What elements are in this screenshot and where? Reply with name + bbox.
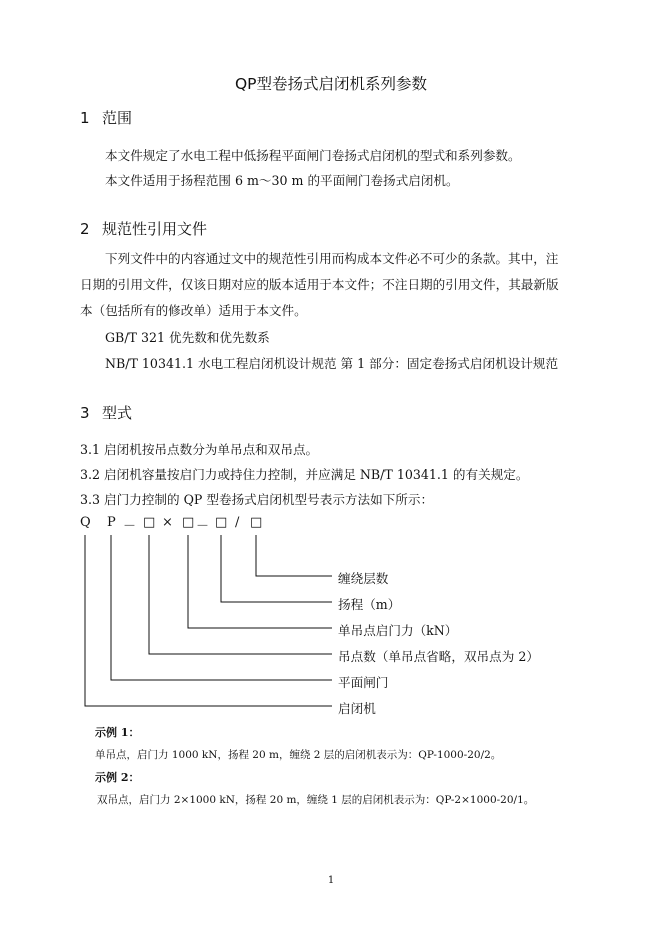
code-token-p: P xyxy=(107,515,116,530)
section-number: 3 xyxy=(80,404,90,422)
code-label-gate: 平面闸门 xyxy=(338,675,389,690)
code-token-dash: － xyxy=(123,519,137,534)
paragraph: 本文件规定了水电工程中低扬程平面闸门卷扬式启闭机的型式和系列参数。 xyxy=(105,148,521,163)
clause: 3.2 启闭机容量按启门力或持住力控制，并应满足 NB/T 10341.1 的有关规定。 xyxy=(80,467,529,482)
code-token-box-lifting-points: □ xyxy=(143,515,156,530)
code-label-lifting-points: 吊点数（单吊点省略，双吊点为 2） xyxy=(338,649,539,664)
code-label-force: 单吊点启门力（kN） xyxy=(338,623,458,638)
section-title: 范围 xyxy=(102,109,133,127)
connector-lifting-points xyxy=(149,535,332,654)
paragraph-line: 本（包括所有的修改单）适用于本文件。 xyxy=(80,303,307,318)
paragraph-line: 下列文件中的内容通过文中的规范性引用而构成本文件必不可少的条款。其中，注 xyxy=(105,251,559,266)
section-number: 2 xyxy=(80,220,90,238)
clause: 3.1 启闭机按吊点数分为单吊点和双吊点。 xyxy=(80,442,319,457)
code-token-slash: / xyxy=(235,515,240,530)
code-label-lift: 扬程（m） xyxy=(338,597,401,612)
section-title: 型式 xyxy=(102,404,133,422)
code-token-q: Q xyxy=(80,515,91,530)
code-token-times: × xyxy=(162,515,173,530)
page-number: 1 xyxy=(327,875,335,886)
section-number: 1 xyxy=(80,109,90,127)
example-2-text: 双吊点，启门力 2×1000 kN，扬程 20 m，缠绕 1 层的启闭机表示为：QP-2×1000-20/1。 xyxy=(97,794,535,806)
document-title: QP型卷扬式启闭机系列参数 xyxy=(234,75,428,93)
code-label-hoist: 启闭机 xyxy=(338,701,376,716)
example-1-text: 单吊点，启门力 1000 kN，扬程 20 m，缠绕 2 层的启闭机表示为：QP-1000-20/2。 xyxy=(95,749,502,761)
paragraph: 本文件适用于扬程范围 6 m～30 m 的平面闸门卷扬式启闭机。 xyxy=(105,173,459,188)
connector-layers xyxy=(256,535,332,576)
code-token-box-lift: □ xyxy=(215,515,228,530)
connector-lift xyxy=(221,535,332,602)
paragraph-line: 日期的引用文件，仅该日期对应的版本适用于本文件；不注日期的引用文件，其最新版 xyxy=(80,277,559,292)
code-token-box-layers: □ xyxy=(250,515,263,530)
example-1-heading: 示例 1： xyxy=(95,726,140,739)
code-token-dash: － xyxy=(196,519,210,534)
section-title: 规范性引用文件 xyxy=(102,220,208,238)
code-label-layers: 缠绕层数 xyxy=(338,571,389,586)
code-token-box-force: □ xyxy=(182,515,195,530)
reference-item: NB/T 10341.1 水电工程启闭机设计规范 第 1 部分：固定卷扬式启闭机设计规范 xyxy=(105,356,559,371)
clause: 3.3 启门力控制的 QP 型卷扬式启闭机型号表示方法如下所示： xyxy=(80,492,434,507)
connector-force xyxy=(188,535,332,628)
reference-item: GB/T 321 优先数和优先数系 xyxy=(105,330,270,345)
example-2-heading: 示例 2： xyxy=(95,771,140,784)
